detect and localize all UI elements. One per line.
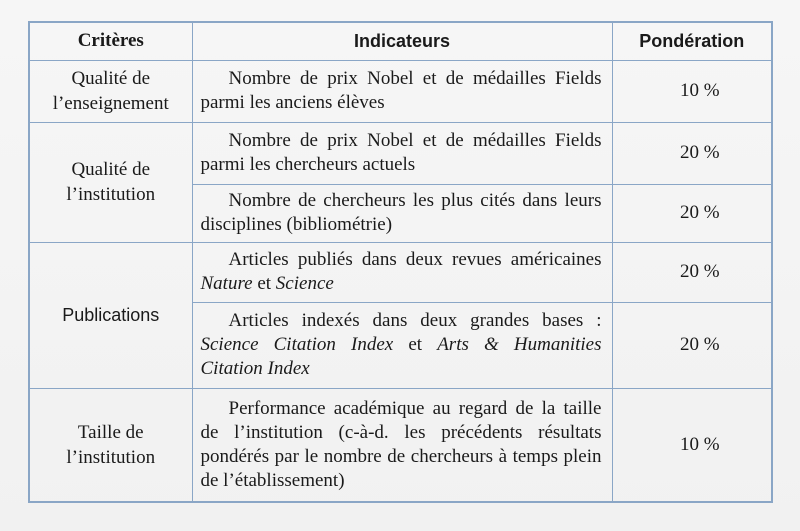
- indicator-text-part: Articles indexés dans deux grandes bases :: [228, 310, 602, 331]
- indicator-text: Performance académique au regard de la taille de l’institution (c-à-d. les précédents résultats pondérés par le nombre de chercheurs à temps plein de l’établissement): [200, 397, 602, 491]
- weight-value: 20 %: [679, 261, 720, 282]
- weight-value: 10 %: [679, 80, 720, 101]
- indicator-cell: [192, 184, 612, 242]
- header-weighting: Pondération: [612, 22, 772, 60]
- table-row: [29, 242, 772, 302]
- indicator-cell: [192, 60, 612, 122]
- conjunction: et: [257, 273, 272, 294]
- indicator-text: Nombre de chercheurs les plus cités dans leurs disciplines (bibliométrie): [200, 190, 602, 235]
- indicator-cell: [192, 122, 612, 184]
- weight-cell: [612, 122, 772, 184]
- weight-cell: [612, 302, 772, 388]
- indicator-text: [201, 309, 602, 381]
- weight-value: 20 %: [679, 202, 720, 223]
- index-sci: Science Citation Index: [200, 334, 394, 355]
- weight-cell: [612, 388, 772, 502]
- table-row: [29, 122, 772, 184]
- weight-value: 20 %: [679, 142, 720, 163]
- indicator-cell: [192, 302, 612, 388]
- weight-cell: [612, 184, 772, 242]
- criterion-cell: Taille de l’institution: [29, 388, 192, 502]
- journal-nature: Nature: [200, 273, 253, 294]
- criterion-cell: Qualité de l’enseignement: [29, 60, 192, 122]
- weight-cell: [612, 60, 772, 122]
- indicator-text: Nombre de prix Nobel et de médailles Fields parmi les anciens élèves: [200, 68, 602, 113]
- weight-value: 20 %: [679, 334, 720, 355]
- journal-science: Science: [275, 273, 334, 294]
- weight-value: 10 %: [679, 433, 720, 455]
- indicator-text-part: Articles publiés dans deux revues américaines: [228, 249, 602, 270]
- indicator-text: Nombre de prix Nobel et de médailles Fields parmi les chercheurs actuels: [200, 130, 602, 175]
- indicator-cell: [192, 242, 612, 302]
- table-row: [29, 60, 772, 122]
- table-row: [29, 388, 772, 502]
- weight-cell: [612, 242, 772, 302]
- indicator-text: [201, 248, 602, 296]
- header-row: [29, 22, 772, 60]
- header-criteria: Critères: [29, 22, 192, 60]
- criterion-cell: Publications: [29, 242, 192, 388]
- indicator-cell: [192, 388, 612, 502]
- index-ahci: Arts & Humanities Citation Index: [200, 334, 602, 379]
- header-indicators: Indicateurs: [192, 22, 612, 60]
- conjunction: et: [408, 334, 423, 355]
- criterion-cell: Qualité de l’institution: [29, 122, 192, 242]
- ranking-criteria-table: [28, 21, 773, 503]
